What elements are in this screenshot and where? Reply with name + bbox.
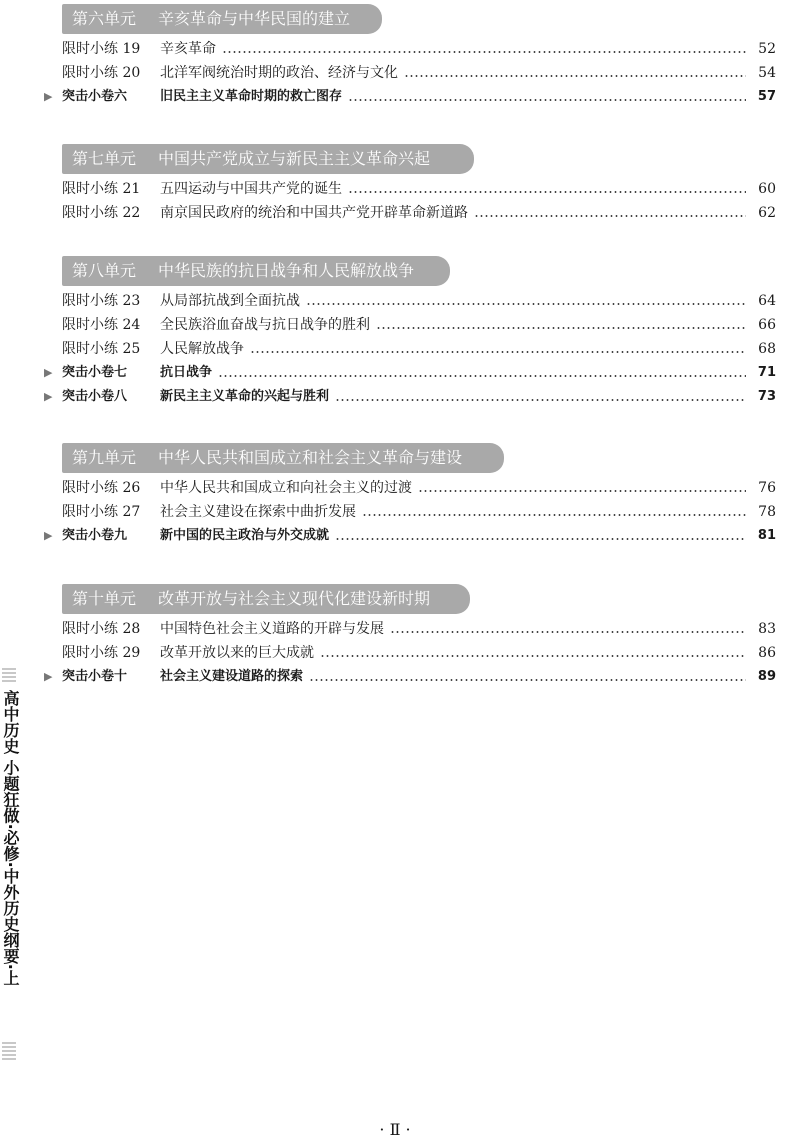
entry-label: 限时小练 29 (62, 645, 141, 661)
unit-title: 中华人民共和国成立和社会主义革命与建设 (158, 448, 463, 467)
toc-entry-practice[interactable] (44, 62, 776, 84)
toc-entry-practice[interactable] (44, 642, 776, 664)
triangle-right-icon: ▶ (44, 90, 53, 103)
toc-entry-practice[interactable] (44, 178, 776, 200)
entry-page-number: 66 (758, 317, 776, 333)
toc-entry-test[interactable] (44, 525, 776, 547)
dot-leader (376, 327, 746, 329)
dot-leader (306, 303, 746, 305)
dot-leader (474, 215, 746, 217)
unit-number: 第九单元 (72, 448, 137, 467)
entry-label: 限时小练 27 (62, 504, 141, 520)
entry-label: 限时小练 21 (62, 181, 141, 197)
triangle-right-icon: ▶ (44, 366, 53, 379)
dot-leader (348, 99, 746, 101)
entry-page-number: 60 (758, 181, 776, 197)
entry-title: 人民解放战争 (160, 341, 244, 357)
unit-number: 第十单元 (72, 589, 137, 608)
entry-title: 辛亥革命 (160, 41, 216, 57)
triangle-right-icon: ▶ (44, 529, 53, 542)
entry-title: 新中国的民主政治与外交成就 (160, 528, 330, 543)
unit-banner (62, 256, 450, 286)
entry-label: 限时小练 22 (62, 205, 141, 221)
entry-label: 限时小练 19 (62, 41, 141, 57)
toc-entry-practice[interactable] (44, 618, 776, 640)
dot-leader (362, 514, 746, 516)
toc-entry-practice[interactable] (44, 290, 776, 312)
unit-banner (62, 4, 382, 34)
toc-entry-test[interactable] (44, 362, 776, 384)
entry-label: 限时小练 26 (62, 480, 141, 496)
entry-page-number: 57 (757, 89, 776, 104)
triangle-right-icon: ▶ (44, 390, 53, 403)
entry-title: 旧民主主义革命时期的救亡图存 (160, 89, 343, 104)
entry-page-number: 62 (758, 205, 776, 221)
dot-leader (309, 679, 746, 681)
dot-leader (222, 51, 746, 53)
unit-title: 辛亥革命与中华民国的建立 (158, 9, 351, 28)
side-decoration-bottom (2, 1042, 16, 1062)
entry-label: 限时小练 24 (62, 317, 141, 333)
entry-title: 南京国民政府的统治和中国共产党开辟革命新道路 (160, 205, 468, 221)
side-book-title: 高中历史 小题狂做·必修·中外历史纲要·上 (1, 690, 20, 986)
toc-entry-practice[interactable] (44, 477, 776, 499)
entry-label: 限时小练 23 (62, 293, 141, 309)
entry-label: 突击小卷六 (62, 89, 128, 104)
dot-leader (218, 375, 746, 377)
dot-leader (348, 191, 746, 193)
unit-banner (62, 144, 474, 174)
dot-leader (390, 631, 746, 633)
entry-title: 中国特色社会主义道路的开辟与发展 (160, 621, 384, 637)
entry-page-number: 83 (758, 621, 776, 637)
toc-entry-practice[interactable] (44, 314, 776, 336)
entry-page-number: 73 (757, 389, 776, 404)
entry-title: 五四运动与中国共产党的诞生 (160, 181, 342, 197)
dot-leader (250, 351, 746, 353)
dot-leader (404, 75, 746, 77)
toc-entry-test[interactable] (44, 86, 776, 108)
side-decoration-top (2, 668, 16, 684)
toc-entry-practice[interactable] (44, 501, 776, 523)
dot-leader (335, 399, 746, 401)
unit-number: 第六单元 (72, 9, 137, 28)
entry-title: 从局部抗战到全面抗战 (160, 293, 300, 309)
triangle-right-icon: ▶ (44, 670, 53, 683)
entry-title: 改革开放以来的巨大成就 (160, 645, 314, 661)
entry-title: 北洋军阀统治时期的政治、经济与文化 (160, 65, 398, 81)
unit-number: 第七单元 (72, 149, 137, 168)
entry-label: 限时小练 20 (62, 65, 141, 81)
entry-page-number: 54 (758, 65, 776, 81)
entry-page-number: 86 (758, 645, 776, 661)
entry-label: 突击小卷十 (62, 669, 128, 684)
entry-title: 全民族浴血奋战与抗日战争的胜利 (160, 317, 370, 333)
unit-number: 第八单元 (72, 261, 137, 280)
entry-page-number: 76 (758, 480, 776, 496)
entry-label: 突击小卷九 (62, 528, 128, 543)
entry-page-number: 71 (757, 365, 776, 380)
unit-banner (62, 584, 470, 614)
entry-page-number: 68 (758, 341, 776, 357)
toc-entry-practice[interactable] (44, 38, 776, 60)
entry-page-number: 64 (758, 293, 776, 309)
toc-entry-practice[interactable] (44, 202, 776, 224)
entry-label: 限时小练 25 (62, 341, 141, 357)
entry-label: 限时小练 28 (62, 621, 141, 637)
dot-leader (320, 655, 746, 657)
entry-label: 突击小卷七 (62, 365, 128, 380)
unit-title: 中华民族的抗日战争和人民解放战争 (158, 261, 415, 280)
entry-page-number: 52 (758, 41, 776, 57)
entry-label: 突击小卷八 (62, 389, 128, 404)
unit-title: 改革开放与社会主义现代化建设新时期 (158, 589, 431, 608)
dot-leader (418, 490, 746, 492)
toc-entry-test[interactable] (44, 386, 776, 408)
unit-title: 中国共产党成立与新民主主义革命兴起 (158, 149, 431, 168)
entry-page-number: 81 (757, 528, 776, 543)
dot-leader (335, 538, 746, 540)
entry-title: 中华人民共和国成立和向社会主义的过渡 (160, 480, 412, 496)
toc-entry-test[interactable] (44, 666, 776, 688)
entry-title: 新民主主义革命的兴起与胜利 (160, 389, 330, 404)
entry-page-number: 78 (758, 504, 776, 520)
entry-page-number: 89 (757, 669, 776, 684)
entry-title: 抗日战争 (160, 365, 213, 380)
page-number: · Ⅱ · (379, 1120, 411, 1139)
unit-banner (62, 443, 504, 473)
toc-entry-practice[interactable] (44, 338, 776, 360)
entry-title: 社会主义建设道路的探索 (160, 669, 304, 684)
entry-title: 社会主义建设在探索中曲折发展 (160, 504, 356, 520)
